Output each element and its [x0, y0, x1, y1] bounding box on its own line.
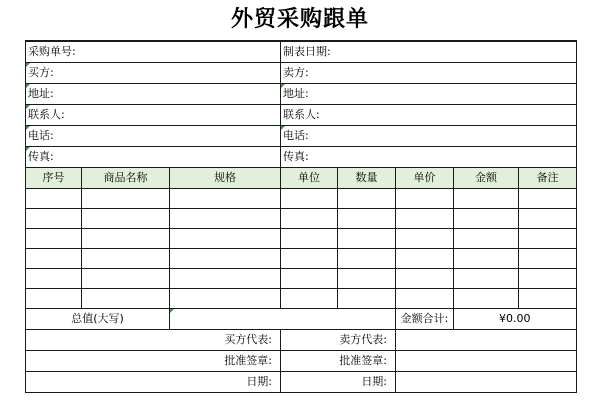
approval-right-value[interactable]: [396, 351, 577, 372]
column-header[interactable]: 商品名称: [82, 168, 170, 189]
comment-marker-icon: [281, 84, 285, 88]
column-header[interactable]: 序号: [26, 168, 82, 189]
table-row: [26, 209, 577, 229]
table-cell[interactable]: [170, 289, 281, 309]
table-cell[interactable]: [519, 229, 577, 249]
table-cell[interactable]: [281, 209, 338, 229]
column-header[interactable]: 单价: [396, 168, 454, 189]
buyer-fax-cell[interactable]: 传真:: [26, 147, 281, 168]
seller-rep-value[interactable]: [396, 330, 577, 351]
table-cell[interactable]: [26, 249, 82, 269]
buyer-address-cell[interactable]: 地址:: [26, 84, 281, 105]
table-cell[interactable]: [454, 229, 519, 249]
table-cell[interactable]: [396, 249, 454, 269]
table-cell[interactable]: [281, 249, 338, 269]
table-cell[interactable]: [519, 269, 577, 289]
buyer-phone-cell[interactable]: 电话:: [26, 126, 281, 147]
table-cell[interactable]: [170, 269, 281, 289]
table-cell[interactable]: [82, 289, 170, 309]
column-header[interactable]: 规格: [170, 168, 281, 189]
table-cell[interactable]: [396, 189, 454, 209]
comment-marker-icon: [170, 309, 174, 313]
table-cell[interactable]: [26, 209, 82, 229]
table-cell[interactable]: [338, 249, 396, 269]
table-cell[interactable]: [396, 269, 454, 289]
buyer-cell[interactable]: 买方:: [26, 63, 281, 84]
column-header[interactable]: 数量: [338, 168, 396, 189]
table-cell[interactable]: [454, 249, 519, 269]
table-cell[interactable]: [338, 269, 396, 289]
table-cell[interactable]: [519, 189, 577, 209]
table-cell[interactable]: [26, 289, 82, 309]
amount-total-label: 金额合计:: [396, 309, 454, 330]
total-uppercase-value[interactable]: [170, 309, 396, 330]
page-title: 外贸采购跟单: [230, 7, 369, 32]
purchase-order-table: [25, 40, 577, 393]
table-cell[interactable]: [396, 289, 454, 309]
table-cell[interactable]: [82, 189, 170, 209]
column-header[interactable]: 金额: [454, 168, 519, 189]
comment-marker-icon: [26, 105, 30, 109]
table-cell[interactable]: [519, 289, 577, 309]
table-cell[interactable]: [454, 269, 519, 289]
column-header-row: [26, 168, 577, 189]
seller-phone-cell[interactable]: 电话:: [281, 126, 577, 147]
table-cell[interactable]: [519, 209, 577, 229]
po-number-cell[interactable]: 采购单号:: [26, 41, 281, 63]
total-uppercase-label: 总值(大写): [26, 309, 170, 330]
table-cell[interactable]: [82, 229, 170, 249]
date-right-label: 日期:: [281, 372, 396, 393]
table-cell[interactable]: [338, 229, 396, 249]
table-cell[interactable]: [281, 229, 338, 249]
column-header[interactable]: 单位: [281, 168, 338, 189]
comment-marker-icon: [26, 84, 30, 88]
table-cell[interactable]: [26, 229, 82, 249]
table-cell[interactable]: [338, 289, 396, 309]
table-cell[interactable]: [82, 269, 170, 289]
table-row: [26, 229, 577, 249]
approval-left-label: 批准签章:: [26, 351, 281, 372]
table-cell[interactable]: [26, 189, 82, 209]
table-cell[interactable]: [454, 289, 519, 309]
table-row: [26, 189, 577, 209]
table-cell[interactable]: [396, 209, 454, 229]
table-cell[interactable]: [281, 269, 338, 289]
comment-marker-icon: [281, 126, 285, 130]
table-cell[interactable]: [454, 209, 519, 229]
table-cell[interactable]: [26, 269, 82, 289]
table-cell[interactable]: [170, 249, 281, 269]
seller-address-cell[interactable]: 地址:: [281, 84, 577, 105]
form-date-cell[interactable]: 制表日期:: [281, 41, 577, 63]
table-cell[interactable]: [170, 189, 281, 209]
table-row: [26, 269, 577, 289]
comment-marker-icon: [26, 63, 30, 67]
table-cell[interactable]: [281, 189, 338, 209]
table-cell[interactable]: [519, 249, 577, 269]
table-cell[interactable]: [82, 249, 170, 269]
table-cell[interactable]: [170, 229, 281, 249]
amount-total-value[interactable]: ¥0.00: [454, 309, 577, 330]
buyer-contact-cell[interactable]: 联系人:: [26, 105, 281, 126]
buyer-rep-label: 买方代表:: [26, 330, 281, 351]
date-right-value[interactable]: [396, 372, 577, 393]
comment-marker-icon: [26, 147, 30, 151]
table-cell[interactable]: [454, 189, 519, 209]
table-cell[interactable]: [170, 209, 281, 229]
table-row: [26, 289, 577, 309]
table-cell[interactable]: [82, 209, 170, 229]
comment-marker-icon: [26, 126, 30, 130]
seller-contact-cell[interactable]: 联系人:: [281, 105, 577, 126]
table-cell[interactable]: [281, 289, 338, 309]
table-row: [26, 249, 577, 269]
table-cell[interactable]: [338, 189, 396, 209]
column-header[interactable]: 备注: [519, 168, 577, 189]
seller-cell[interactable]: 卖方:: [281, 63, 577, 84]
approval-right-label: 批准签章:: [281, 351, 396, 372]
table-cell[interactable]: [396, 229, 454, 249]
date-left-label: 日期:: [26, 372, 281, 393]
seller-fax-cell[interactable]: 传真:: [281, 147, 577, 168]
totals-row: [26, 309, 577, 330]
table-cell[interactable]: [338, 209, 396, 229]
seller-rep-label: 卖方代表:: [281, 330, 396, 351]
